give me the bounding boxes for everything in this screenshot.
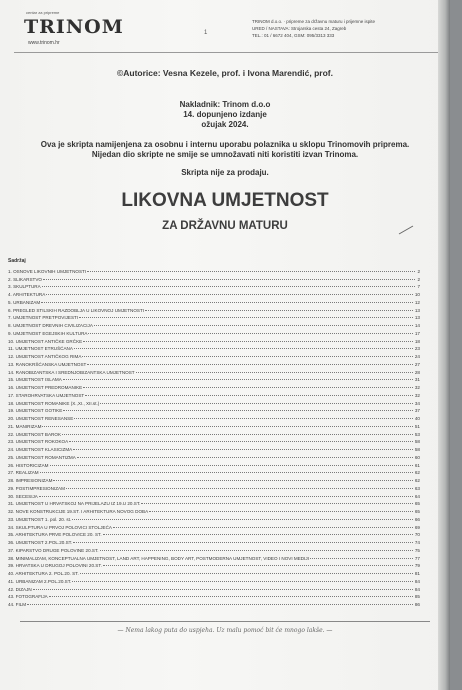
toc-entry xyxy=(8,289,420,297)
toc-entry-label: 35. ARHITEKTURA PRVE POLOVICE 20. ST. xyxy=(8,532,102,538)
toc-entry-page: 51 xyxy=(414,423,420,429)
toc-entry-leader xyxy=(40,471,413,473)
toc-entry-label: 12. UMJETNOST ANTIČKOG RIMA xyxy=(8,354,82,359)
toc-entry-label: 3. SKULPTURA xyxy=(8,284,41,290)
toc-entry-leader xyxy=(82,355,412,357)
toc-entry-page: 7 xyxy=(417,284,420,290)
toc-entry xyxy=(8,444,420,452)
toc-entry-label: 36. UMJETNOST 2.POL.20.ST. xyxy=(8,540,73,545)
toc-entry-page: 28 xyxy=(414,369,420,375)
logo-tagline: centar za pripreme xyxy=(26,10,60,15)
toc-entry xyxy=(8,274,420,282)
toc-entry-label: 14. RANOBIZANTSKA I SREDNJOBIZANTSKA UMJETNOST xyxy=(8,369,135,375)
footer-divider xyxy=(20,621,430,622)
toc-heading: Sadržaj xyxy=(8,258,26,264)
toc-entry xyxy=(8,328,420,336)
toc-entry xyxy=(8,499,420,507)
toc-entry-leader xyxy=(100,549,413,551)
toc-entry-page: 62 xyxy=(414,478,420,483)
toc-entry-page: 77 xyxy=(414,555,420,561)
toc-entry xyxy=(8,545,420,553)
page-header xyxy=(14,10,434,50)
toc-entry-leader xyxy=(74,347,413,349)
document-title: LIKOVNA UMJETNOST xyxy=(121,190,329,211)
toc-entry-label: 10. UMJETNOST ANTIČKE GRČKE xyxy=(8,338,83,344)
toc-entry-leader xyxy=(33,588,413,590)
toc-entry-page: 31 xyxy=(414,377,420,383)
toc-entry xyxy=(8,313,420,321)
notice-line-2: Nijedan dio skripte ne smije se umnožavati niti koristiti izvan Trinoma. xyxy=(91,150,359,159)
toc-entry-label: 13. RANOKRŠĆANSKA UMJETNOST xyxy=(8,361,87,367)
toc-entry-label: 43. FOTOGRAFIJA xyxy=(8,594,48,600)
toc-entry-label: 34. SKULPTURA U PRVOJ POLOVICI STOLJEĆA xyxy=(8,524,112,530)
toc-entry xyxy=(8,282,420,290)
toc-entry-page: 17 xyxy=(414,330,420,336)
toc-entry-label: 41. URBANIZAM 2.POL.20.ST. xyxy=(8,578,72,584)
document-subtitle: ZA DRŽAVNU MATURU xyxy=(162,220,288,232)
toc-entry-leader xyxy=(145,309,413,311)
toc-entry-leader xyxy=(88,332,412,334)
toc-entry xyxy=(8,483,420,491)
toc-entry xyxy=(8,561,420,569)
toc-entry xyxy=(8,367,420,375)
toc-entry-page: 34 xyxy=(414,400,420,406)
toc-entry xyxy=(8,460,420,468)
toc-entry-page: 60 xyxy=(414,454,420,460)
pen-mark-icon xyxy=(398,225,414,235)
toc-entry-label: 26. HISTORICIZAM xyxy=(8,462,49,468)
toc-entry xyxy=(8,390,420,398)
toc-entry-leader xyxy=(136,371,413,373)
toc-entry-label: 21. MANIRIZAM xyxy=(8,423,42,429)
toc-entry-page: 53 xyxy=(414,431,420,437)
toc-entry xyxy=(8,351,420,359)
toc-entry-page: 58 xyxy=(414,447,420,452)
table-of-contents xyxy=(8,258,420,607)
toc-entry xyxy=(8,437,420,445)
toc-entry-label: 19. UMJETNOST GOTIKE xyxy=(8,408,63,414)
toc-entry-page: 32 xyxy=(414,385,420,390)
toc-entry-leader xyxy=(94,324,413,326)
header-divider xyxy=(14,52,438,53)
toc-entry-leader xyxy=(43,278,415,280)
toc-entry-page: 70 xyxy=(414,532,420,538)
toc-entry xyxy=(8,537,420,545)
toc-entry-leader xyxy=(66,487,413,489)
toc-entry-label: 2. SLIKARSTVO xyxy=(8,276,42,282)
toc-entry-leader xyxy=(141,502,412,504)
toc-entry-leader xyxy=(310,557,413,559)
toc-entry-label: 17. STAROHRVATSKA UMJETNOST xyxy=(8,392,85,398)
toc-entry xyxy=(8,506,420,514)
authors-line: ©Autorice: Vesna Kezele, prof. i Ivona Marendić, prof. xyxy=(117,68,333,78)
toc-entry-label: 44. FILM xyxy=(8,602,27,607)
toc-entry-leader xyxy=(83,340,413,342)
toc-entry-label: 22. UMJETNOST BAROK xyxy=(8,431,62,437)
toc-entry-label: 9. UMJETNOST EGEJSKIH KULTURA xyxy=(8,330,88,336)
toc-entry-label: 7. UMJETNOST PRETPOVIJESTI xyxy=(8,315,79,321)
header-contact-line: TRINOM d.o.o. · pripreme za državnu maturu i prijemne ispite xyxy=(252,19,376,24)
toc-entry-label: 30. SECESIJA xyxy=(8,493,38,499)
toc-entry-page: 27 xyxy=(414,361,420,367)
toc-entry-page: 12 xyxy=(414,299,420,305)
toc-entry-page: 62 xyxy=(414,470,420,476)
toc-entry-label: 25. UMJETNOST ROMANTIZMA xyxy=(8,454,76,460)
toc-entry-label: 40. ARHITEKTURA 2. POL.20. ST. xyxy=(8,571,79,576)
trinom-logo: TRINOM xyxy=(24,16,124,38)
toc-entry xyxy=(8,452,420,460)
toc-entry xyxy=(8,530,420,538)
toc-entry-label: 37. KIPARSTVO DRUGE POLOVINE 20.ST. xyxy=(8,547,99,553)
toc-entry-page: 32 xyxy=(414,392,420,398)
toc-entry xyxy=(8,421,420,429)
toc-entry-page: 24 xyxy=(414,354,420,359)
notice-line-1: Ova je skripta namijenjena za osobnu i internu uporabu polaznika u sklopu Trinomovih priprema. xyxy=(40,140,410,149)
toc-entry-page: 37 xyxy=(414,408,420,414)
toc-entry-page: 84 xyxy=(414,578,420,584)
toc-entry-page: 2 xyxy=(417,268,420,274)
toc-entry-page: 13 xyxy=(414,307,420,313)
toc-entry-page: 61 xyxy=(414,462,420,468)
toc-entry-page: 23 xyxy=(414,346,420,352)
toc-entry xyxy=(8,568,420,576)
toc-entry-label: 23. UMJETNOST ROKOKOA xyxy=(8,439,69,445)
toc-entry-leader xyxy=(42,425,412,427)
toc-entry-label: 31. UMJETNOST U HRVATSKOJ NA PRIJELAZU IZ 19.U 20.ST. xyxy=(8,501,141,507)
toc-entry xyxy=(8,382,420,390)
toc-entry-leader xyxy=(49,595,413,597)
toc-entry xyxy=(8,398,420,406)
toc-entry xyxy=(8,375,420,383)
toc-entry-label: 4. ARHITEKTURA xyxy=(8,292,46,297)
toc-entry xyxy=(8,297,420,305)
toc-entry-page: 65 xyxy=(414,501,420,507)
notice-line-3: Skripta nije za prodaju. xyxy=(181,168,269,177)
toc-entry xyxy=(8,584,420,592)
toc-entry xyxy=(8,553,420,561)
toc-entry-label: 33. UMJETNOST 1. pol. 20. st. xyxy=(8,516,72,522)
toc-entry-leader xyxy=(62,433,413,435)
toc-entry-leader xyxy=(69,440,413,442)
toc-entry-page: 69 xyxy=(414,524,420,530)
toc-entry xyxy=(8,406,420,414)
toc-entry-leader xyxy=(77,456,413,458)
toc-entry xyxy=(8,320,420,328)
logo-url: www.trinom.hr xyxy=(28,40,60,46)
toc-entry xyxy=(8,599,420,607)
toc-entry-leader xyxy=(83,386,413,388)
footer-motto: — Nema lakog puta do uspjeha. Uz malu pomoć bit će mnogo lakše. — xyxy=(117,627,333,634)
toc-entry-label: 24. UMJETNOST KLASICIZMA xyxy=(8,447,73,452)
toc-entry-leader xyxy=(80,572,413,574)
toc-entry xyxy=(8,344,420,352)
date-line: ožujak 2024. xyxy=(201,120,249,129)
toc-entry-page: 74 xyxy=(414,540,420,545)
toc-entry-leader xyxy=(72,518,413,520)
toc-entry-label: 39. HRVATSKA U DRUGOJ POLOVINI 20.ST. xyxy=(8,563,102,569)
toc-entry-label: 42. DIZAJN xyxy=(8,586,32,592)
toc-entry-leader xyxy=(53,479,412,481)
toc-entry-label: 5. URBANIZAM xyxy=(8,299,41,305)
toc-entry-page: 84 xyxy=(414,586,420,592)
toc-entry-page: 63 xyxy=(414,485,420,491)
edition-line: 14. dopunjeno izdanje xyxy=(183,110,267,119)
toc-entry-label: 28. IMPRESIONIZAM xyxy=(8,478,53,483)
toc-entry-page: 13 xyxy=(414,315,420,321)
toc-entry xyxy=(8,359,420,367)
toc-entry-page: 64 xyxy=(414,493,420,499)
toc-entry-label: 11. UMJETNOST ETRUŠĆANA xyxy=(8,346,73,352)
toc-entry-leader xyxy=(63,378,413,380)
toc-entry-leader xyxy=(42,285,416,287)
toc-entry-leader xyxy=(74,417,413,419)
toc-entry-label: 38. MINIMALIZAM, KONCEPTUALNA UMJETNOST, LAND ART, HAPPENING, BODY ART, POSTMODERNA UMJETNOST, VIDEO I NOVI MEDIJI xyxy=(8,555,309,561)
toc-entry-leader xyxy=(63,409,413,411)
toc-entry-page: 10 xyxy=(414,292,420,297)
toc-entry xyxy=(8,491,420,499)
toc-entry-leader xyxy=(50,464,413,466)
toc-entry xyxy=(8,336,420,344)
toc-entry-label: 18. UMJETNOST ROMANIKE (X.,XI., XII.st.) xyxy=(8,400,100,406)
header-contact-line: TEL.: 01 / 6672 404, GSM: 095/3313 333 xyxy=(252,33,335,38)
toc-entry xyxy=(8,468,420,476)
toc-entry-label: 29. POSTIMPRESIONIZAM xyxy=(8,485,65,491)
toc-entry-label: 6. PREGLED STILSKIH RAZDOBLJA U LIKOVNOJ UMJETNOSTI xyxy=(8,307,145,313)
toc-entry-page: 81 xyxy=(414,571,420,576)
toc-entry-page: 75 xyxy=(414,547,420,553)
toc-entry xyxy=(8,514,420,522)
toc-entry-label: 1. OSNOVE LIKOVNIH UMJETNOSTI xyxy=(8,268,87,274)
toc-entry-page: 58 xyxy=(414,439,420,445)
toc-entry-page: 65 xyxy=(414,509,420,514)
toc-entry-page: 85 xyxy=(414,594,420,600)
toc-entry-leader xyxy=(73,448,413,450)
toc-entry-leader xyxy=(87,270,415,272)
toc-entry-leader xyxy=(79,316,413,318)
toc-entry-page: 2 xyxy=(417,276,420,282)
toc-entry-label: 32. NOVE KONSTRUKCIJE 19.ST. I ARHITEKTURA NOVOG DOBA xyxy=(8,509,149,514)
toc-entry-leader xyxy=(149,510,413,512)
toc-entry-page: 40 xyxy=(414,416,420,421)
toc-entry-leader xyxy=(103,564,413,566)
toc-entry-leader xyxy=(41,301,413,303)
toc-entry xyxy=(8,592,420,600)
page-edge-shadow xyxy=(438,0,450,690)
toc-entry-label: 16. UMJETNOST PREDROMANIKE xyxy=(8,385,83,390)
toc-entry-leader xyxy=(100,402,413,404)
toc-entry-leader xyxy=(27,603,413,605)
toc-entry xyxy=(8,475,420,483)
toc-entry xyxy=(8,413,420,421)
toc-entry-page: 79 xyxy=(414,563,420,569)
toc-entry-page: 14 xyxy=(414,323,420,328)
toc-entry-label: 8. UMJETNOST DREVNIH CIVILIZACIJA xyxy=(8,323,93,328)
toc-entry xyxy=(8,522,420,530)
toc-entry xyxy=(8,576,420,584)
toc-entry-label: 20. UMJETNOST RENESANSE xyxy=(8,416,74,421)
toc-entry-leader xyxy=(103,533,413,535)
header-mark: 1 xyxy=(204,30,208,36)
toc-entry-page: 18 xyxy=(414,338,420,344)
toc-entry-leader xyxy=(73,541,413,543)
toc-entry-label: 15. UMJETNOST ISLAMA xyxy=(8,377,62,383)
toc-entry-page: 66 xyxy=(414,516,420,522)
toc-list xyxy=(8,266,420,607)
toc-entry-leader xyxy=(87,363,413,365)
toc-entry xyxy=(8,266,420,274)
toc-entry-leader xyxy=(85,394,413,396)
toc-entry-leader xyxy=(39,495,413,497)
toc-entry-label: 27. REALIZAM xyxy=(8,470,39,476)
header-contact xyxy=(252,18,442,39)
toc-entry-page: 86 xyxy=(414,602,420,607)
toc-entry xyxy=(8,305,420,313)
header-contact-line: URED / NASTAVA: Strojarska cesta 24, Zagreb xyxy=(252,26,347,31)
toc-entry xyxy=(8,429,420,437)
toc-entry-leader xyxy=(46,293,413,295)
toc-entry-leader xyxy=(72,580,413,582)
toc-entry-leader xyxy=(113,526,413,528)
publisher-line: Nakladnik: Trinom d.o.o xyxy=(179,100,271,109)
